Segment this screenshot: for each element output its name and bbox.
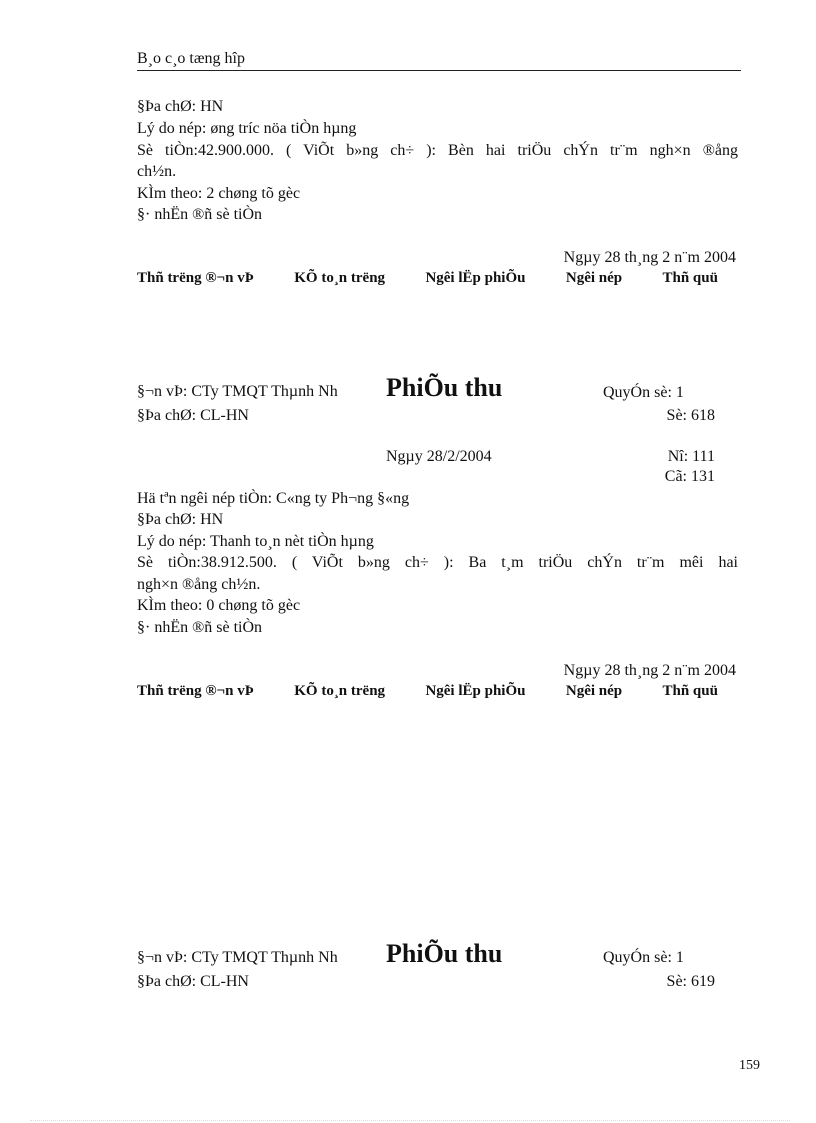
amount-line: Sè tiÒn:42.900.000. ( ViÕt b»ng ch÷ ): Bèn hai triÖu chÝn tr¨m ngh×n ®ång (137, 142, 738, 159)
signature-payer: Ngêi nép (565, 270, 623, 286)
receipt-618-amount-line: Sè tiÒn:38.912.500. ( ViÕt b»ng ch÷ ): Ba t¸m triÖu chÝn tr¨m mêi hai (137, 554, 738, 571)
receipt-618-number: Sè: 618 (666, 407, 715, 424)
signature-preparer: Ngêi lËp phiÕu (425, 683, 526, 699)
receipt-618-address: §Þa chØ: HN (137, 511, 224, 528)
payer-address: §Þa chØ: HN (137, 98, 224, 115)
receipt-618-credit: Cã: 131 (664, 468, 715, 485)
receipt-618-unit: §¬n vÞ: CTy TMQT Thµnh Nh (137, 383, 338, 400)
receipt-618-payer: Hä tªn ngêi nép tiÒn: C«ng ty Ph¬ng §«ng (137, 490, 410, 507)
receipt-618-unit-address: §Þa chØ: CL-HN (137, 407, 249, 424)
receipt-619-title: PhiÕu thu (386, 939, 503, 968)
signature-chief-accountant: KÕ to¸n trëng (294, 683, 386, 699)
header-rule (137, 70, 741, 71)
signature-unit-head: Thñ trëng ®¬n vÞ (137, 270, 254, 286)
footer-divider (30, 1120, 790, 1121)
receipt-618-reason: Lý do nép: Thanh to¸n nèt tiÒn hµng (137, 533, 374, 550)
payment-reason: Lý do nép: øng tríc nöa tiÒn hµng (137, 120, 357, 137)
signature-cashier: Thñ quü (662, 683, 718, 699)
receipt-618-date: Ngµy 28 th¸ng 2 n¨m 2004 (563, 662, 736, 679)
attachments: KÌm theo: 2 chøng tõ gèc (137, 185, 301, 202)
receipt-618-received-note: §· nhËn ®ñ sè tiÒn (137, 619, 263, 636)
signature-unit-head: Thñ trëng ®¬n vÞ (137, 683, 254, 699)
receipt-619-unit: §¬n vÞ: CTy TMQT Thµnh Nh (137, 949, 338, 966)
receipt-618-book: QuyÓn sè: 1 (603, 384, 684, 401)
report-header-title: B¸o c¸o tæng hîp (137, 50, 245, 67)
signature-payer: Ngêi nép (565, 683, 623, 699)
receipt-619-unit-address: §Þa chØ: CL-HN (137, 973, 249, 990)
receipt-618-amount-continued: ngh×n ®ång ch½n. (137, 576, 261, 593)
receipt-619-number: Sè: 619 (666, 973, 715, 990)
amount-line-continued: ch½n. (137, 163, 177, 180)
receipt-618-signature-row (137, 681, 718, 701)
receipt-date: Ngµy 28 th¸ng 2 n¨m 2004 (563, 249, 736, 266)
receipt-618-debit: Nî: 111 (667, 448, 715, 465)
receipt-618-title: PhiÕu thu (386, 373, 503, 402)
receipt-619-book: QuyÓn sè: 1 (603, 949, 684, 966)
signature-preparer: Ngêi lËp phiÕu (425, 270, 526, 286)
receipt-618-date-short: Ngµy 28/2/2004 (386, 448, 492, 465)
page-number: 159 (739, 1058, 760, 1073)
received-note: §· nhËn ®ñ sè tiÒn (137, 206, 263, 223)
signature-chief-accountant: KÕ to¸n trëng (294, 270, 386, 286)
signature-row (137, 268, 718, 288)
signature-cashier: Thñ quü (662, 270, 718, 286)
receipt-618-attachments: KÌm theo: 0 chøng tõ gèc (137, 597, 301, 614)
